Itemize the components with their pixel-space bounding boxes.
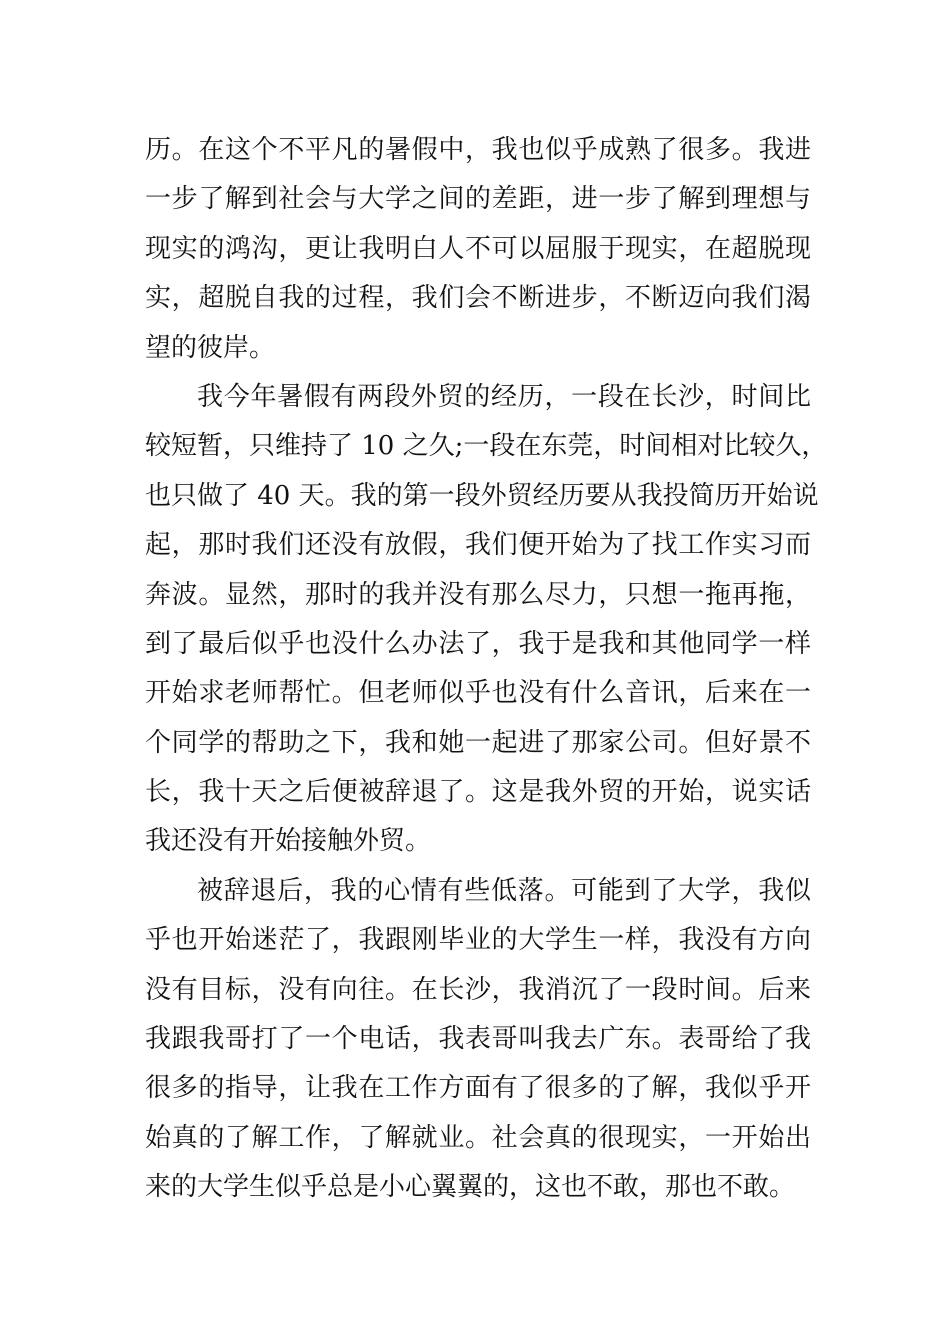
paragraph [145,867,811,1213]
text-line: 个同学的帮助之下，我和她一起进了那家公司。但好景不 [145,727,811,758]
text-line: 起，那时我们还没有放假，我们便开始为了找工作实习而 [145,530,811,561]
paragraph [145,126,811,373]
text-line: 我还没有开始接触外贸。 [145,826,432,857]
text-line: 历。在这个不平凡的暑假中，我也似乎成熟了很多。我进 [145,135,811,165]
text-line: 乎也开始迷茫了，我跟刚毕业的大学生一样，我没有方向 [145,925,811,956]
text-line: 我跟我哥打了一个电话，我表哥叫我去广东。表哥给了我 [145,1024,811,1055]
text-line: 一步了解到社会与大学之间的差距，进一步了解到理想与 [145,184,811,215]
text-line: 奔波。显然，那时的我并没有那么尽力，只想一拖再拖， [145,579,811,610]
text-line: 较短暂，只维持了 10 之久;一段在东莞，时间相对比较久， [145,431,828,462]
text-line: 也只做了 40 天。我的第一段外贸经历要从我投简历开始说 [145,480,819,511]
text-line: 开始求老师帮忙。但老师似乎也没有什么音讯，后来在一 [145,678,811,709]
text-line: 没有目标，没有向往。在长沙，我消沉了一段时间。后来 [145,974,811,1005]
text-line: 被辞退后，我的心情有些低落。可能到了大学，我似 [197,875,811,906]
text-line: 很多的指导，让我在工作方面有了很多的了解，我似乎开 [145,1073,811,1104]
document-body [145,126,828,1213]
text-line: 实，超脱自我的过程，我们会不断进步，不断迈向我们渴 [145,283,811,314]
text-line: 望的彼岸。 [145,332,276,363]
paragraph [145,373,828,867]
text-line: 到了最后似乎也没什么办法了，我于是我和其他同学一样 [145,628,811,659]
text-line: 长，我十天之后便被辞退了。这是我外贸的开始，说实话 [145,777,811,808]
text-line: 来的大学生似乎总是小心翼翼的，这也不敢，那也不敢。 [145,1172,796,1203]
text-line: 始真的了解工作，了解就业。社会真的很现实，一开始出 [145,1122,811,1153]
text-line: 我今年暑假有两段外贸的经历，一段在长沙，时间比 [197,381,811,412]
text-line: 现实的鸿沟，更让我明白人不可以屈服于现实，在超脱现 [145,233,811,264]
